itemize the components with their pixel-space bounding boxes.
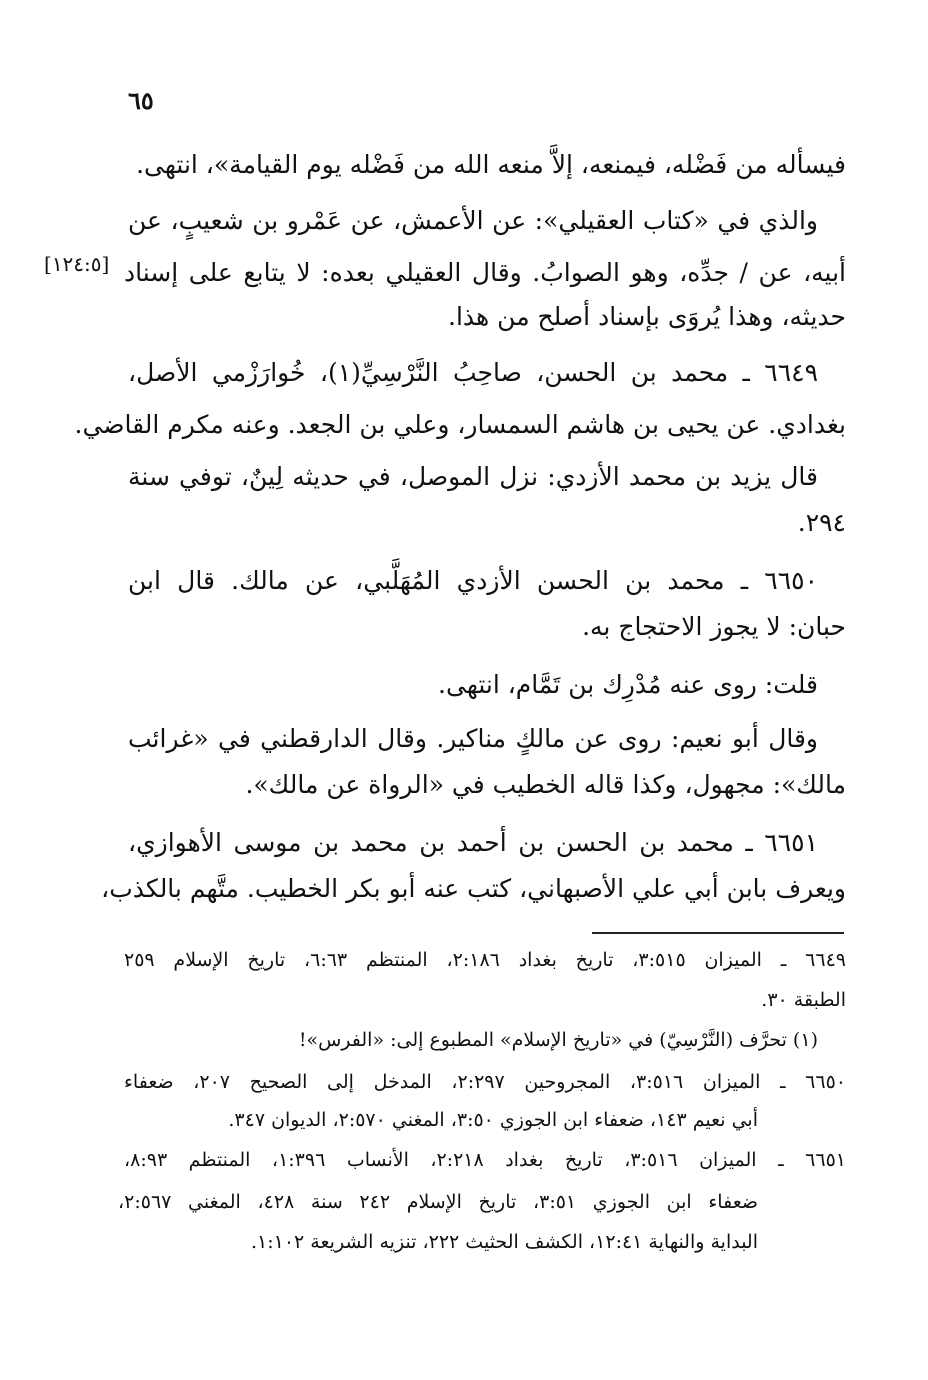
text-line: حديثه، وهذا يُروَى بإسناد أصلح من هذا. <box>448 302 846 331</box>
footnote-line: ضعفاء ابن الجوزي ٣:٥١، تاريخ الإسلام ٢٤٢ سنة ٤٢٨، المغني ٢:٥٦٧، <box>118 1191 758 1213</box>
text-line: مالك»: مجهول، وكذا قاله الخطيب في «الرواة عن مالك». <box>245 770 846 799</box>
text-line: بغدادي. عن يحيى بن هاشم السمسار، وعلي بن الجعد. وعنه مكرم القاضي. <box>74 410 846 439</box>
text-line: أبيه، عن / جدِّه، وهو الصوابُ. وقال العقيلي بعده: لا يتابع على إسناد <box>124 258 846 287</box>
text-line: ٢٩٤. <box>797 508 846 537</box>
margin-reference: [١٢٤:٥] <box>44 252 110 276</box>
footnote-line: (١) تحرَّف (النَّرْسِيّ) في «تاريخ الإسلام» المطبوع إلى: «الفرس»! <box>298 1029 818 1051</box>
footnote-line: ٦٦٤٩ ـ الميزان ٣:٥١٥، تاريخ بغداد ٢:١٨٦، المنتظم ٦:٦٣، تاريخ الإسلام ٢٥٩ <box>124 949 846 971</box>
text-line: قال يزيد بن محمد الأزدي: نزل الموصل، في حديثه لِينٌ، توفي سنة <box>128 462 818 491</box>
footnote-line: أبي نعيم ١٤٣، ضعفاء ابن الجوزي ٣:٥٠، المغني ٢:٥٧٠، الديوان ٣٤٧. <box>228 1109 758 1131</box>
footnote-line: البداية والنهاية ١٢:٤١، الكشف الحثيث ٢٢٢، تنزيه الشريعة ١:١٠٢. <box>250 1231 758 1253</box>
text-line: قلت: روى عنه مُدْرِك بن تَمَّام، انتهى. <box>438 670 818 699</box>
text-line: ويعرف بابن أبي علي الأصبهاني، كتب عنه أبو بكر الخطيب. متَّهم بالكذب، <box>101 874 846 903</box>
footnote-line: الطبقة ٣٠. <box>761 989 846 1011</box>
text-line: حبان: لا يجوز الاحتجاج به. <box>582 612 846 641</box>
footnote-line: ٦٦٥١ ـ الميزان ٣:٥١٦، تاريخ بغداد ٢:٢١٨، الأنساب ١:٣٩٦، المنتظم ٨:٩٣، <box>124 1149 846 1171</box>
text-line: ٦٦٤٩ ـ محمد بن الحسن، صاحِبُ النَّرْسِيِّ(١)، خُوارَزْمي الأصل، <box>128 358 818 387</box>
text-line: ٦٦٥٠ ـ محمد بن الحسن الأزدي المُهَلَّبي، عن مالك. قال ابن <box>128 566 818 595</box>
text-line: فيسأله من فَضْله، فيمنعه، إلاَّ منعه الله من فَضْله يوم القيامة»، انتهى. <box>136 150 846 179</box>
footnote-separator <box>592 932 844 934</box>
page-number: ٦٥ <box>128 86 154 115</box>
text-line: وقال أبو نعيم: روى عن مالكٍ مناكير. وقال الدارقطني في «غرائب <box>128 724 818 753</box>
text-line: ٦٦٥١ ـ محمد بن الحسن بن أحمد بن محمد بن موسى الأهوازي، <box>128 828 818 857</box>
text-line: والذي في «كتاب العقيلي»: عن الأعمش، عن عَمْرو بن شعيبٍ، عن <box>128 206 818 235</box>
footnote-line: ٦٦٥٠ ـ الميزان ٣:٥١٦، المجروحين ٢:٢٩٧، المدخل إلى الصحيح ٢٠٧، ضعفاء <box>124 1071 846 1093</box>
